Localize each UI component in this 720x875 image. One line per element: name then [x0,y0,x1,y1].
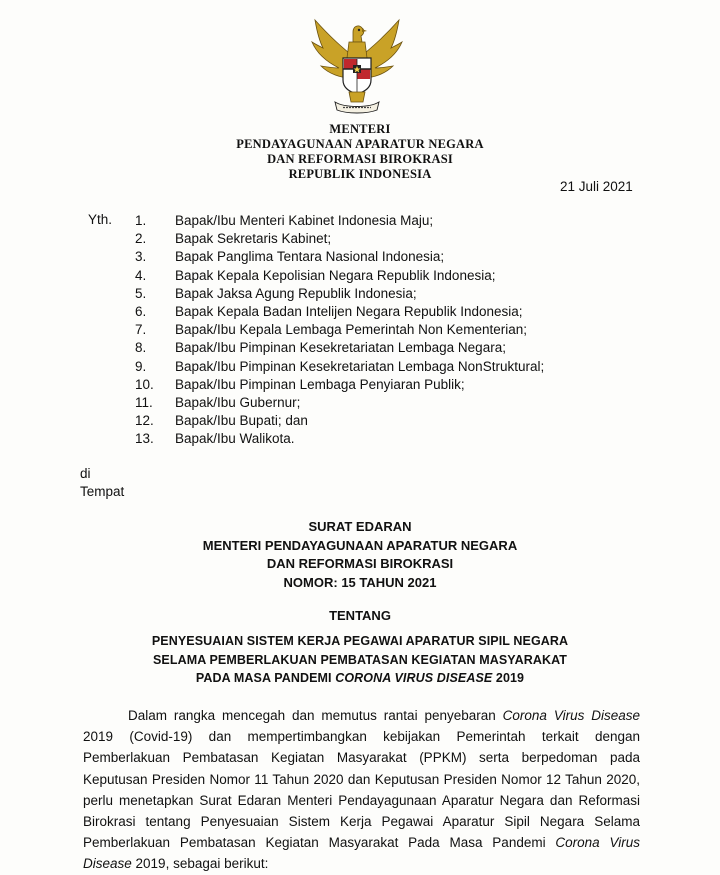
letterhead [200,122,520,182]
text-run: 2019 (Covid-19) dan mempertimbangkan kebijakan Pemerintah terkait dengan Pemberlakuan Pembatasan Kegiatan Masyarakat (PPKM) serta berpedoman pada Keputusan Presiden Nomor 11 Tahun 2020 dan Keputusan Presiden Nomor 12 Tahun 2020, perlu menetapkan Surat Edaran Menteri Pendayagunaan Aparatur Negara dan Reformasi Birokrasi tentang Penyesuaian Sistem Kerja Pegawai Aparatur Sipil Negara Selama Pemberlakuan Pembatasan Kegiatan Masyarakat Pada Masa Pandemi [83,729,640,851]
list-item [135,212,544,230]
letterhead-line: DAN REFORMASI BIROKRASI [267,152,453,166]
item-number: 8. [135,340,147,356]
title-line: SURAT EDARAN [308,519,412,534]
location-place: Tempat [80,484,125,499]
item-text: Bapak/Ibu Pimpinan Lembaga Penyiaran Publik; [175,376,465,392]
location [80,465,124,501]
item-text: Bapak Jaksa Agung Republik Indonesia; [175,285,417,301]
paragraph [83,705,640,875]
garuda-emblem-icon [309,18,405,118]
list-item [135,321,544,339]
subject-line: PENYESUAIAN SISTEM KERJA PEGAWAI APARATUR SIPIL NEGARA [151,634,569,648]
recipient-list [135,212,544,448]
circular-subject [0,632,720,688]
list-item [135,412,544,430]
item-text: Bapak Sekretaris Kabinet; [175,231,332,247]
item-text: Bapak/Ibu Pimpinan Kesekretariatan Lembaga Negara; [175,340,506,356]
item-number: 4. [135,267,147,283]
subject-line [0,669,720,688]
subject-italic: CORONA VIRUS DISEASE [335,671,493,685]
item-text: Bapak/Ibu Walikota. [175,431,295,447]
item-text: Bapak Kepala Kepolisian Negara Republik Indonesia; [175,267,496,283]
item-number: 10. [135,376,154,392]
item-number: 7. [135,322,147,338]
letter-date: 21 Juli 2021 [560,179,633,194]
item-text: Bapak/Ibu Pimpinan Kesekretariatan Lembaga NonStruktural; [175,358,545,374]
list-item [135,248,544,266]
salutation: Yth. [88,212,113,227]
item-number: 6. [135,303,147,319]
item-text: Bapak/Ibu Kepala Lembaga Pemerintah Non Kementerian; [175,322,527,338]
list-item [135,230,544,248]
list-item [135,339,544,357]
item-text: Bapak Kepala Badan Intelijen Negara Republik Indonesia; [175,303,523,319]
item-text: Bapak Panglima Tentara Nasional Indonesia; [175,249,445,265]
letterhead-line: MENTERI [329,122,391,136]
item-number: 9. [135,358,147,374]
item-text: Bapak/Ibu Gubernur; [175,394,301,410]
title-line: DAN REFORMASI BIROKRASI [266,556,454,571]
location-prefix: di [80,466,91,481]
list-item [135,430,544,448]
item-number: 11. [135,394,153,410]
item-number: 12. [135,413,154,429]
list-item [135,267,544,285]
text-run: 2019, sebagai berikut: [131,856,269,872]
item-number: 3. [135,249,147,265]
text-run: Dalam rangka mencegah dan memutus rantai penyebaran [128,708,503,723]
title-line: MENTERI PENDAYAGUNAAN APARATUR NEGARA [202,537,518,553]
about-heading: TENTANG [329,608,391,623]
body-paragraph [83,705,640,875]
subject-prefix: PADA MASA PANDEMI [195,671,336,685]
list-item [135,394,544,412]
letterhead-line: REPUBLIK INDONESIA [288,167,432,181]
subject-line: SELAMA PEMBERLAKUAN PEMBATASAN KEGIATAN MASYARAKAT [152,652,568,667]
item-number: 5. [135,285,147,301]
list-item [135,376,544,394]
title-line: NOMOR: 15 TAHUN 2021 [283,574,437,590]
letterhead-line: PENDAYAGUNAAN APARATUR NEGARA [236,137,484,151]
circular-title [0,518,720,592]
list-item [135,303,544,321]
subject-suffix: 2019 [492,671,525,685]
item-number: 1. [135,213,147,228]
item-number: 2. [135,231,147,247]
item-number: 13. [135,431,154,447]
text-run-italic: Corona Virus Disease [83,835,641,872]
text-run-italic: Corona Virus Disease [502,708,640,723]
item-text: Bapak/Ibu Bupati; dan [175,413,308,429]
item-text: Bapak/Ibu Menteri Kabinet Indonesia Maju; [175,213,434,228]
list-item [135,358,544,376]
list-item [135,285,544,303]
